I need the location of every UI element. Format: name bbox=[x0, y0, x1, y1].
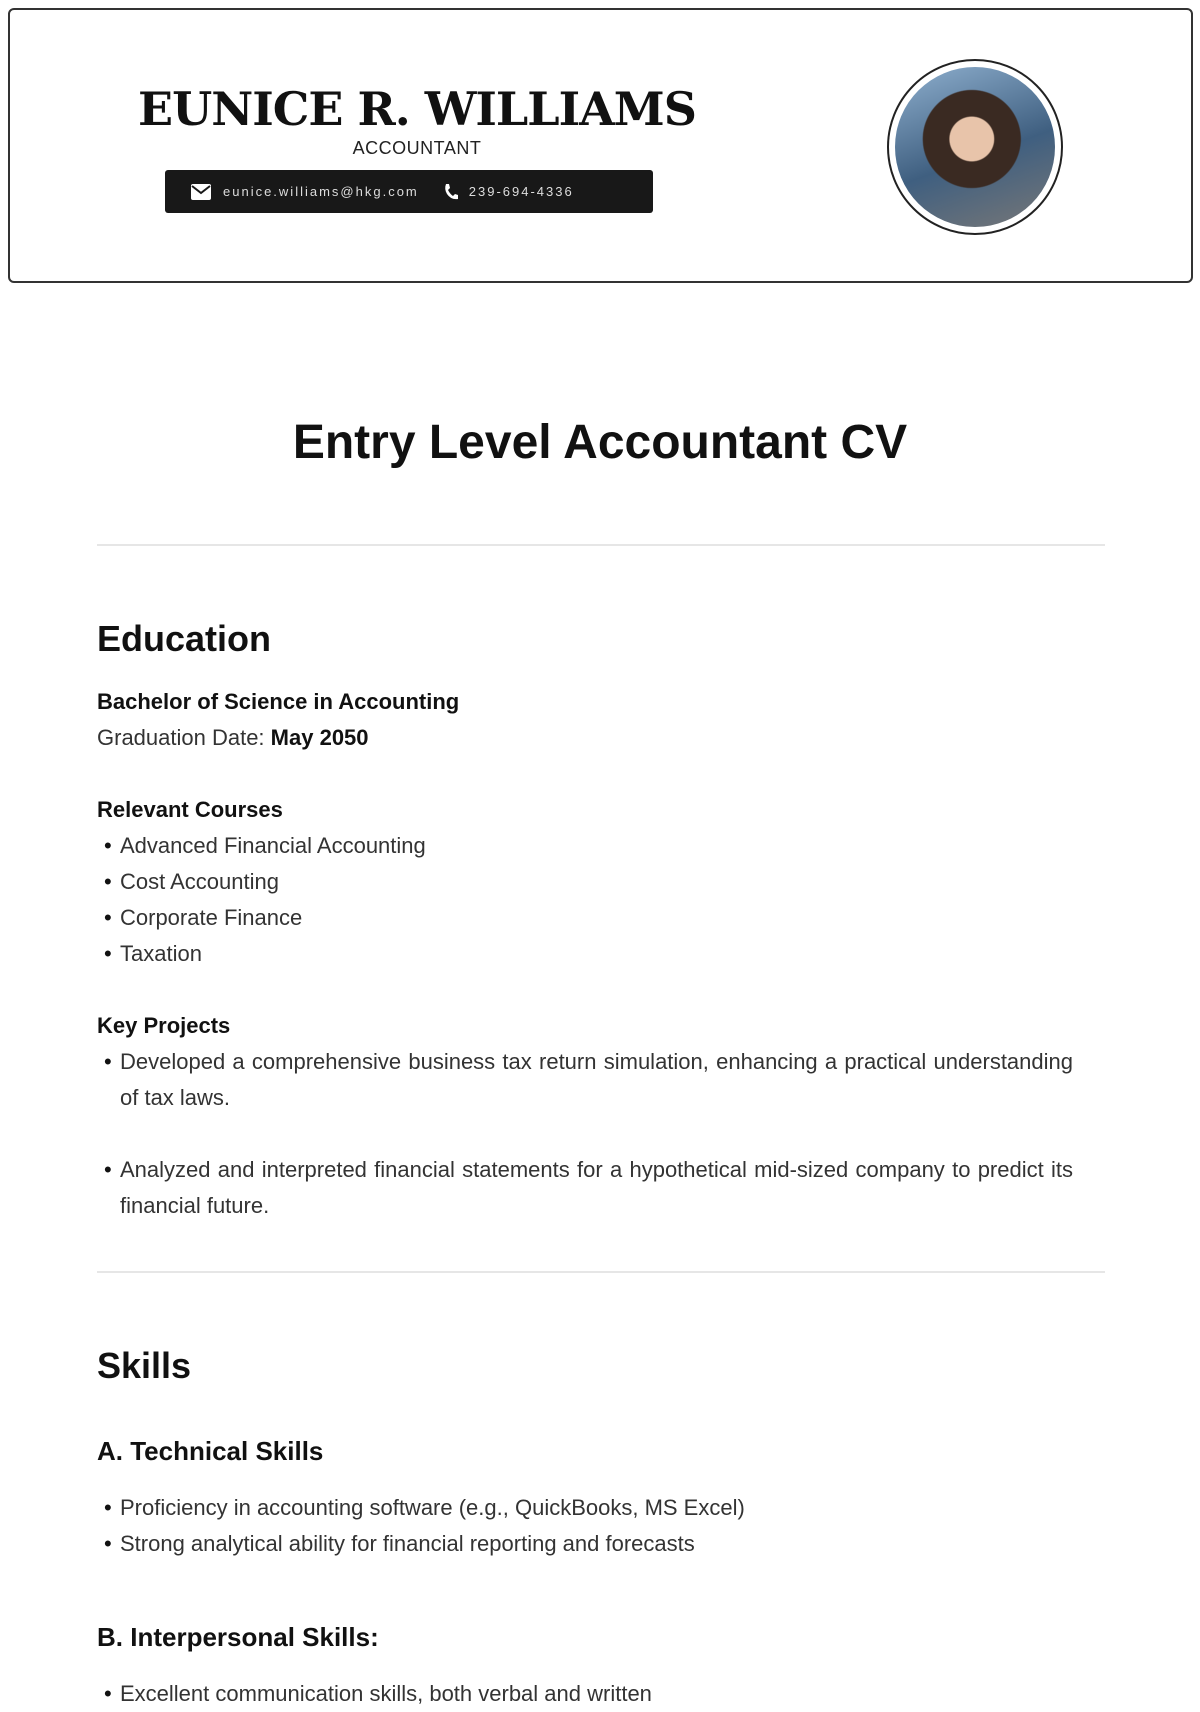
divider bbox=[97, 1271, 1105, 1273]
list-item: • Proficiency in accounting software (e.g., QuickBooks, MS Excel) bbox=[97, 1490, 1073, 1526]
graduation-date bbox=[97, 720, 369, 756]
phone-icon bbox=[443, 183, 459, 201]
skills-heading: Skills bbox=[97, 1345, 192, 1386]
courses-list bbox=[97, 828, 1073, 972]
phone-text: 239-694-4336 bbox=[468, 184, 574, 199]
courses-heading: Relevant Courses bbox=[97, 797, 283, 822]
list-item: • Analyzed and interpreted financial statements for a hypothetical mid-sized company to predict its financial future. bbox=[97, 1152, 1073, 1224]
list-item: • Advanced Financial Accounting bbox=[97, 828, 1073, 864]
education-heading: Education bbox=[97, 618, 272, 659]
technical-skills-heading: A. Technical Skills bbox=[97, 1436, 324, 1466]
document-title: Entry Level Accountant CV bbox=[292, 416, 908, 469]
list-item: • Strong analytical ability for financial reporting and forecasts bbox=[97, 1526, 1073, 1562]
projects-list bbox=[97, 1044, 1073, 1224]
candidate-role: ACCOUNTANT bbox=[352, 138, 482, 158]
grad-value: May 2050 bbox=[270, 725, 369, 750]
interpersonal-skills-list bbox=[97, 1676, 1073, 1712]
list-item: • Taxation bbox=[97, 936, 1073, 972]
interpersonal-skills-heading: B. Interpersonal Skills: bbox=[97, 1622, 379, 1652]
projects-heading: Key Projects bbox=[97, 1013, 231, 1038]
profile-photo bbox=[887, 59, 1063, 235]
divider bbox=[97, 544, 1105, 546]
grad-label: Graduation Date: bbox=[97, 725, 265, 750]
cv-header bbox=[8, 8, 1193, 283]
contact-bar bbox=[165, 170, 653, 213]
list-item: • Excellent communication skills, both verbal and written bbox=[97, 1676, 1073, 1712]
email-icon bbox=[191, 184, 211, 200]
list-item: • Developed a comprehensive business tax return simulation, enhancing a practical understanding of tax laws. bbox=[97, 1044, 1073, 1116]
candidate-name: EUNICE R. WILLIAMS bbox=[138, 82, 696, 136]
degree: Bachelor of Science in Accounting bbox=[97, 689, 460, 714]
list-item: • Cost Accounting bbox=[97, 864, 1073, 900]
email-text: eunice.williams@hkg.com bbox=[223, 184, 419, 199]
list-item: • Corporate Finance bbox=[97, 900, 1073, 936]
technical-skills-list bbox=[97, 1490, 1073, 1562]
